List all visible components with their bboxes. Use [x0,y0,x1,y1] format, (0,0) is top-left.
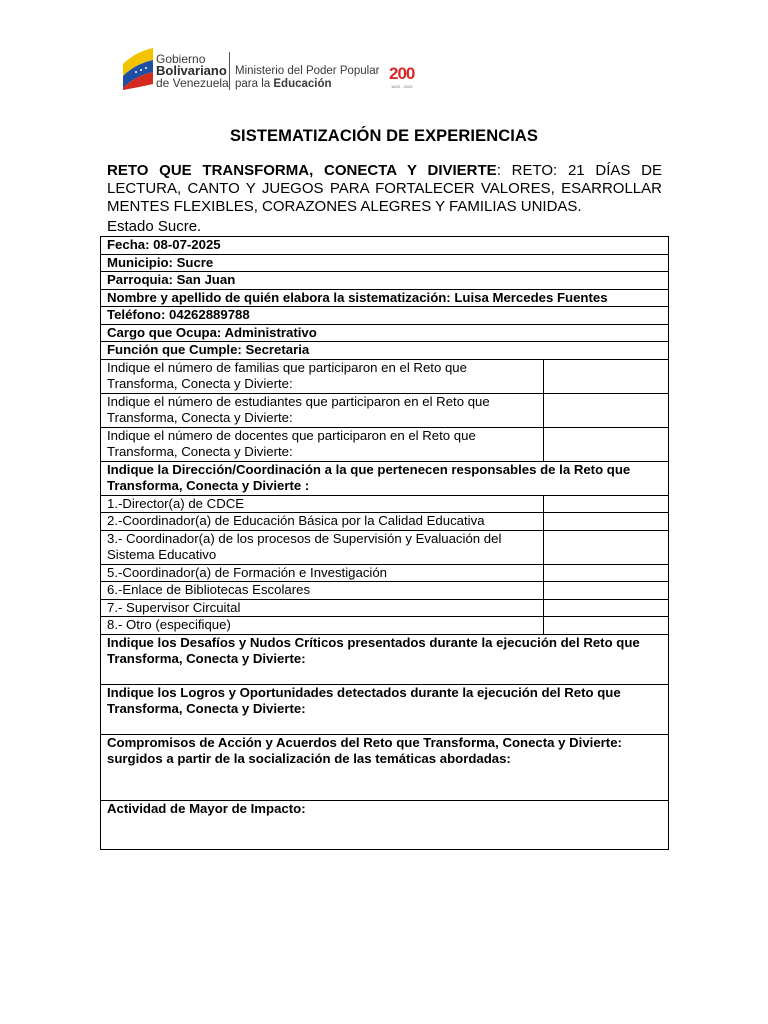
option-educacion-basica-cell[interactable] [544,513,669,531]
ministry-text: Ministerio del Poder Popular para la Educación [235,65,380,90]
option-supervision-evaluacion-cell[interactable] [544,530,669,564]
intro-bold: RETO QUE TRANSFORMA, CONECTA Y DIVIERTE [107,162,497,179]
estudiantes-question: Indique el número de estudiantes que participaron en el Reto que Transforma, Conecta y Divierte: [101,393,544,427]
option-otro: 8.- Otro (especifique) [101,617,544,635]
parroquia-field: Parroquia: San Juan [101,272,669,290]
option-bibliotecas-cell[interactable] [544,582,669,600]
option-otro-cell[interactable] [544,617,669,635]
docentes-question: Indique el número de docentes que participaron en el Reto que Transforma, Conecta y Divierte: [101,427,544,461]
desafios-section[interactable]: Indique los Desafíos y Nudos Críticos presentados durante la ejecución del Reto que Transforma, Conecta y Divierte: [101,634,669,684]
intro-rest: : RETO: 21 DÍAS DE LECTURA, CANTO Y JUEGOS PARA FORTALECER VALORES, ESARROLLAR MENTES FLEXIBLES, CORAZONES ALEGRES Y FAMILIAS UNIDAS. [107,162,663,215]
nombre-field: Nombre y apellido de quién elabora la sistematización: Luisa Mercedes Fuentes [101,289,669,307]
telefono-field: Teléfono: 04262889788 [101,307,669,325]
compromisos-section[interactable]: Compromisos de Acción y Acuerdos del Reto que Transforma, Conecta y Divierte: surgidos a partir de la socialización de las temáticas abordadas: [101,734,669,800]
bicentennial-logo: 200 1825 - 2025 [389,64,415,89]
municipio-field: Municipio: Sucre [101,254,669,272]
option-director-cdce-cell[interactable] [544,495,669,513]
gobierno-bolivariano-text: Gobierno Bolivariano de Venezuela [156,52,229,90]
venezuela-flag-emblem-icon [121,46,155,90]
direccion-heading: Indique la Dirección/Coordinación a la que pertenecen responsables de la Reto que Transforma, Conecta y Divierte : [101,461,669,495]
option-director-cdce: 1.-Director(a) de CDCE [101,495,544,513]
option-supervisor-circuital-cell[interactable] [544,599,669,617]
estado-line: Estado Sucre. [107,218,202,235]
actividad-section[interactable]: Actividad de Mayor de Impacto: [101,800,669,849]
option-supervision-evaluacion: 3.- Coordinador(a) de los procesos de Supervisión y Evaluación del Sistema Educativo [101,530,544,564]
docentes-answer-cell[interactable] [544,427,669,461]
intro-paragraph [107,162,662,216]
cargo-field: Cargo que Ocupa: Administrativo [101,324,669,342]
sistematizacion-form-table [100,236,669,850]
option-bibliotecas: 6.-Enlace de Bibliotecas Escolares [101,582,544,600]
logros-section[interactable]: Indique los Logros y Oportunidades detectados durante la ejecución del Reto que Transforma, Conecta y Divierte: [101,684,669,734]
familias-answer-cell[interactable] [544,359,669,393]
header-divider [229,52,230,90]
option-formacion-investigacion: 5.-Coordinador(a) de Formación e Investigación [101,564,544,582]
document-title: SISTEMATIZACIÓN DE EXPERIENCIAS [229,127,539,145]
estudiantes-answer-cell[interactable] [544,393,669,427]
familias-question: Indique el número de familias que participaron en el Reto que Transforma, Conecta y Divierte: [101,359,544,393]
option-supervisor-circuital: 7.- Supervisor Circuital [101,599,544,617]
government-header [121,44,431,92]
funcion-field: Función que Cumple: Secretaria [101,342,669,360]
option-formacion-investigacion-cell[interactable] [544,564,669,582]
option-educacion-basica: 2.-Coordinador(a) de Educación Básica por la Calidad Educativa [101,513,544,531]
fecha-field: Fecha: 08-07-2025 [101,237,669,255]
